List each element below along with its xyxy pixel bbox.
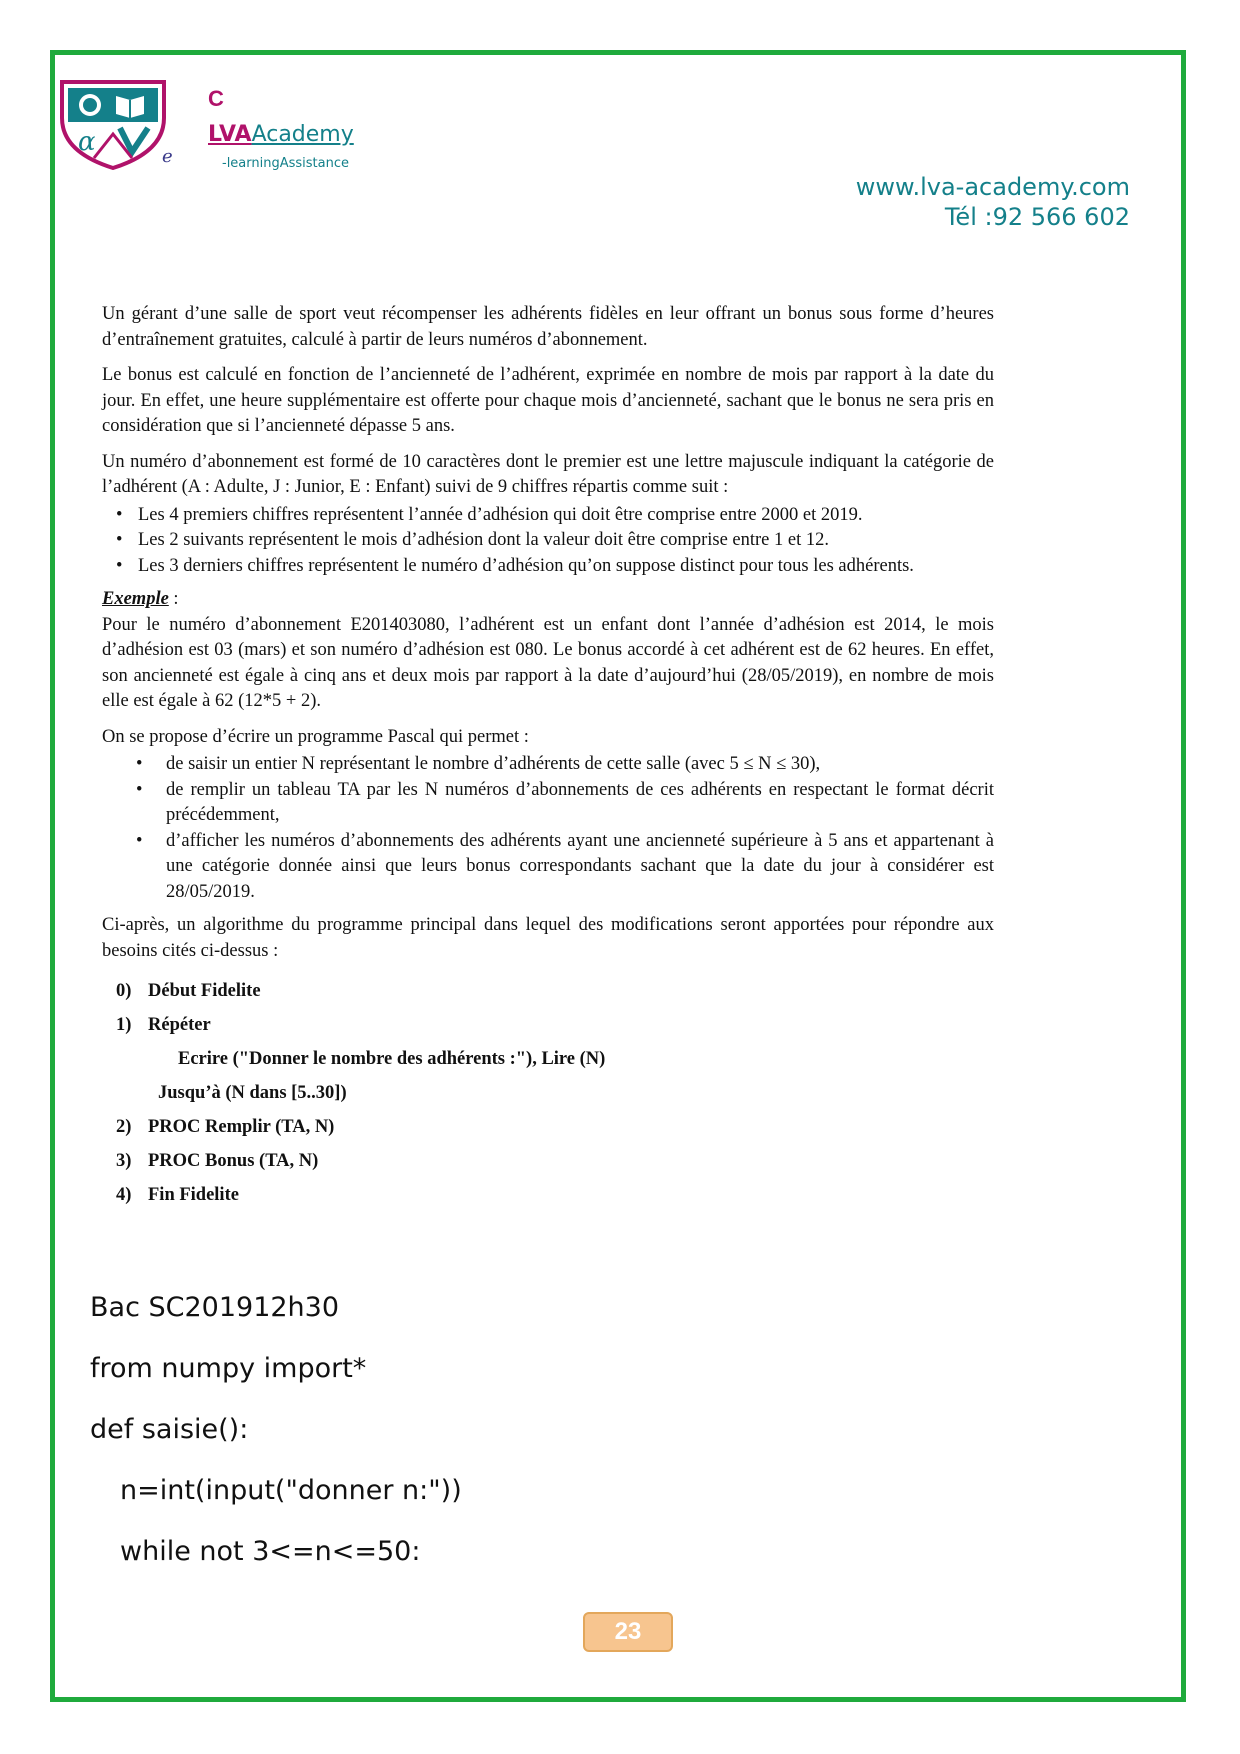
paragraph-example: Pour le numéro d’abonnement E201403080, l’adhérent est un enfant dont l’année d’adhésion est 2014, le mois d’adhésion est 03 (mars) et son numéro d’adhésion est 080. Le bonus accordé à cet adhérent est de 62 heures. En effet, son ancienneté est égale à cinq ans et deux mois par rapport à la date d’aujourd’hui (28/05/2019), en nombre de mois elle est égale à 62 (12*5 + 2). bbox=[102, 614, 994, 711]
brand-e-letter: e bbox=[162, 146, 173, 167]
code-line: Bac SC201912h30 bbox=[90, 1292, 340, 1323]
exercise-text bbox=[102, 302, 994, 1212]
code-line: n=int(input("donner n:")) bbox=[120, 1475, 462, 1506]
brand-tagline: -learningAssistance bbox=[222, 156, 349, 171]
code-line: while not 3<=n<=50: bbox=[120, 1536, 421, 1567]
list-item: • Les 4 premiers chiffres représentent l’année d’adhésion qui doit être comprise entre 2000 et 2019. bbox=[102, 503, 994, 529]
program-list bbox=[102, 752, 994, 905]
list-item: • de saisir un entier N représentant le nombre d’adhérents de cette salle (avec 5 ≤ N ≤ 30), bbox=[102, 752, 994, 778]
paragraph-intro: Un gérant d’une salle de sport veut récompenser les adhérents fidèles en leur offrant un bonus sous forme d’heures d’entraînement gratuites, calculé à partir de leurs numéros d’abonnement. bbox=[102, 304, 994, 350]
paragraph-bonus: Le bonus est calculé en fonction de l’ancienneté de l’adhérent, exprimée en nombre de mois par rapport à la date du jour. En effet, une heure supplémentaire est offerte pour chaque mois d’ancienneté, sachant que le bonus ne sera pris en considération que si l’ancienneté dépasse 5 ans. bbox=[102, 365, 994, 436]
example-heading bbox=[102, 587, 994, 613]
lva-academy-shield-logo bbox=[58, 78, 168, 170]
example-colon: : bbox=[168, 589, 179, 609]
page-number-badge: 23 bbox=[583, 1612, 673, 1652]
code-line: def saisie(): bbox=[90, 1414, 249, 1445]
paragraph-algorithm-intro: Ci-après, un algorithme du programme principal dans lequel des modifications seront apportées pour répondre aux besoins cités ci-dessus : bbox=[102, 915, 994, 961]
list-item: • d’afficher les numéros d’abonnements des adhérents ayant une ancienneté supérieure à 5 ans et appartenant à une catégorie donnée ainsi que leurs bonus correspondants sachant que la date du jour à considérer est 28/05/2019. bbox=[102, 829, 994, 906]
phone-number: Tél :92 566 602 bbox=[944, 203, 1130, 231]
paragraph-program-intro: On se propose d’écrire un programme Pascal qui permet : bbox=[102, 726, 529, 747]
algorithm-block bbox=[116, 974, 994, 1212]
algorithm-line: 0) Début Fidelite bbox=[116, 981, 261, 1001]
algorithm-line: 1) Répéter bbox=[116, 1015, 211, 1035]
brand-academy: Academy bbox=[251, 122, 354, 147]
brand-lva: LVA bbox=[208, 122, 252, 147]
list-item: • de remplir un tableau TA par les N numéros d’abonnements de ces adhérents en respectant le format décrit précédemment, bbox=[102, 778, 994, 829]
list-item: • Les 3 derniers chiffres représentent le numéro d’adhésion qu’on suppose distinct pour tous les adhérents. bbox=[102, 554, 994, 580]
format-list bbox=[102, 503, 994, 580]
website-link[interactable]: www.lva-academy.com bbox=[855, 173, 1130, 201]
example-title: Exemple bbox=[102, 589, 169, 609]
algorithm-line: 2) PROC Remplir (TA, N) bbox=[116, 1117, 335, 1137]
paragraph-format: Un numéro d’abonnement est formé de 10 caractères dont le premier est une lettre majuscule indiquant la catégorie de l’adhérent (A : Adulte, J : Junior, E : Enfant) suivi de 9 chiffres répartis comme suit : bbox=[102, 451, 994, 497]
contact-block bbox=[856, 172, 1130, 232]
svg-text:α: α bbox=[78, 127, 96, 157]
algorithm-line: Jusqu’à (N dans [5..30]) bbox=[158, 1083, 347, 1103]
list-item: • Les 2 suivants représentent le mois d’adhésion dont la valeur doit être comprise entre 1 et 12. bbox=[102, 528, 994, 554]
algorithm-line: 4) Fin Fidelite bbox=[116, 1185, 239, 1205]
brand-name bbox=[208, 122, 354, 147]
algorithm-line: Ecrire ("Donner le nombre des adhérents :"), Lire (N) bbox=[178, 1049, 606, 1069]
code-block bbox=[90, 1288, 462, 1593]
code-line: from numpy import* bbox=[90, 1353, 367, 1384]
algorithm-line: 3) PROC Bonus (TA, N) bbox=[116, 1151, 319, 1171]
brand-c-letter: C bbox=[208, 86, 224, 111]
